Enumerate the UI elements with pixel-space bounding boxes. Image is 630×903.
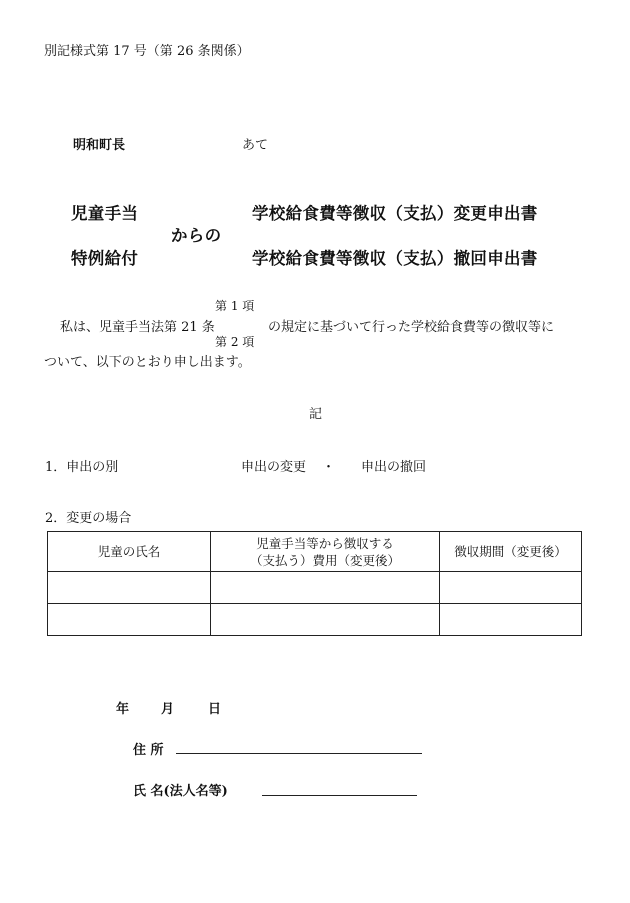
cell-fee[interactable] — [211, 572, 440, 604]
date-year: 年 — [116, 702, 130, 717]
cell-period[interactable] — [440, 572, 582, 604]
header-period: 徴収期間（変更後） — [440, 532, 582, 572]
title-right-bottom: 学校給食費等徴収（支払）撤回申出書 — [252, 249, 538, 268]
title-left-middle: からの — [171, 226, 222, 245]
title-left-top: 児童手当 — [71, 204, 139, 223]
intro-line2: ついて、以下のとおり申し出ます。 — [44, 355, 251, 370]
name-field[interactable] — [262, 795, 417, 796]
addressee-name: 明和町長 — [73, 138, 126, 153]
title-right-top: 学校給食費等徴収（支払）変更申出書 — [252, 204, 538, 223]
option-withdraw[interactable]: 申出の撤回 — [361, 460, 427, 475]
change-table — [47, 531, 582, 636]
table-row — [48, 604, 582, 636]
ki-heading: 記 — [309, 407, 323, 422]
option-change[interactable]: 申出の変更 — [241, 460, 307, 475]
form-number: 別記様式第 17 号（第 26 条関係） — [44, 44, 250, 59]
header-child-name: 児童の氏名 — [48, 532, 211, 572]
option-separator: ・ — [322, 460, 336, 475]
header-fee-line2: （支払う）費用（変更後） — [249, 552, 400, 568]
date-day: 日 — [208, 702, 222, 717]
cell-period[interactable] — [440, 604, 582, 636]
address-label: 住 所 — [133, 743, 164, 758]
intro-item-2: 第 2 項 — [215, 335, 255, 349]
cell-fee[interactable] — [211, 604, 440, 636]
header-fee — [211, 532, 440, 572]
intro-main: 私は、児童手当法第 21 条 — [60, 320, 215, 335]
section1-label: 1．申出の別 — [45, 460, 119, 475]
title-left-bottom: 特例給付 — [71, 249, 139, 268]
section2-label: 2．変更の場合 — [45, 511, 132, 526]
header-fee-line1: 児童手当等から徴収する — [256, 535, 394, 551]
date-month: 月 — [161, 702, 175, 717]
name-label: 氏 名(法人名等) — [133, 784, 228, 799]
address-field[interactable] — [176, 753, 422, 754]
cell-child-name[interactable] — [48, 604, 211, 636]
cell-child-name[interactable] — [48, 572, 211, 604]
table-row — [48, 572, 582, 604]
addressee-suffix: あて — [242, 138, 269, 153]
intro-tail: の規定に基づいて行った学校給食費等の徴収等に — [268, 320, 555, 335]
table-header-row — [48, 532, 582, 572]
intro-item-1: 第 1 項 — [215, 299, 255, 313]
